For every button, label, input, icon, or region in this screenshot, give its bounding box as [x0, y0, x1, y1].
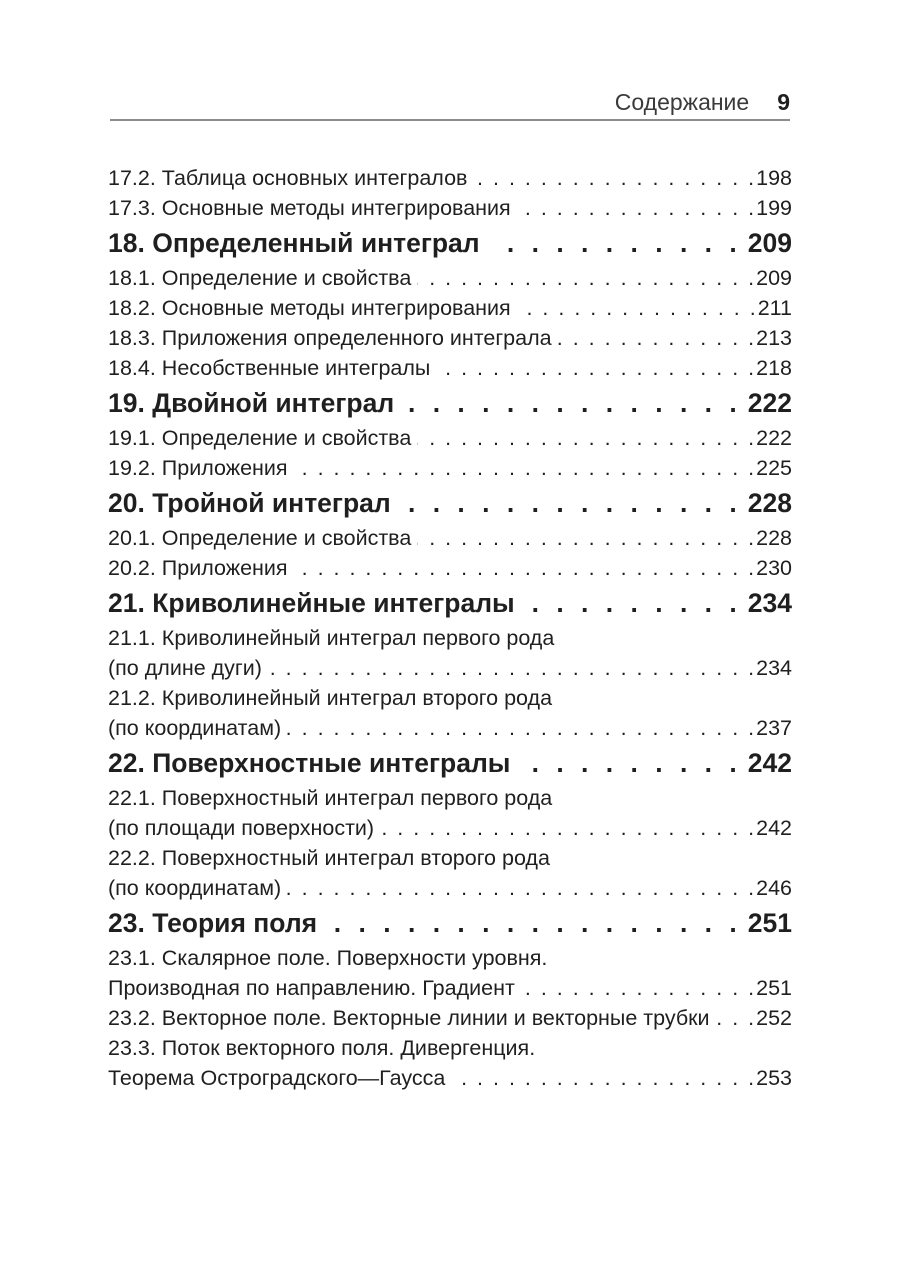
toc-entry-page: 213	[756, 326, 792, 350]
toc-entry-leader	[417, 423, 756, 453]
toc-entry-title: 21.1. Криволинейный интеграл первого рода	[108, 626, 555, 650]
toc-entry-page: 209	[747, 228, 792, 258]
toc-entry-leader	[451, 1063, 756, 1093]
toc-entry-leader	[517, 293, 758, 323]
toc-entry	[108, 583, 792, 623]
toc-entry-title: 21.2. Криволинейный интеграл второго рода	[108, 686, 553, 710]
toc-entry	[108, 353, 792, 383]
toc-entry-leader	[558, 323, 757, 353]
toc-entry	[108, 683, 792, 713]
toc-entry-leader	[525, 583, 742, 623]
toc-entry-leader	[327, 903, 742, 943]
toc-entry-leader	[404, 383, 742, 423]
toc-entry	[108, 1033, 792, 1063]
toc-entry-title: (по координатам)	[108, 716, 282, 740]
toc-entry	[108, 263, 792, 293]
toc-entry-page: 251	[747, 908, 792, 938]
header-rule	[110, 119, 790, 121]
toc-entry-title: (по координатам)	[108, 876, 282, 900]
toc-entry	[108, 323, 792, 353]
header-title: Содержание	[614, 89, 750, 115]
toc-entry-title: 20.1. Определение и свойства	[108, 526, 412, 550]
toc-entry-leader	[517, 193, 756, 223]
toc-entry-page: 230	[756, 556, 792, 580]
toc-entry-title: 23. Теория поля	[108, 908, 318, 938]
toc-entry	[108, 553, 792, 583]
page-header	[110, 88, 790, 116]
toc-entry-page: 222	[747, 388, 792, 418]
toc-entry-page: 234	[747, 588, 792, 618]
toc-entry-page: 253	[756, 1066, 792, 1090]
toc-entry-page: 198	[756, 166, 792, 190]
toc-entry-title: 17.2. Таблица основных интегралов	[108, 166, 468, 190]
toc-entry	[108, 943, 792, 973]
toc-entry-page: 251	[756, 976, 792, 1000]
toc-entry	[108, 483, 792, 523]
toc-entry	[108, 713, 792, 743]
toc-entry	[108, 973, 792, 1003]
toc-entry-leader	[294, 453, 757, 483]
toc-entry	[108, 653, 792, 683]
toc-entry-page: 222	[756, 426, 792, 450]
toc-entry-title: 21. Криволинейные интегралы	[108, 588, 515, 618]
toc-entry-title: 22.2. Поверхностный интеграл второго рода	[108, 846, 550, 870]
toc-entry-leader	[520, 743, 741, 783]
toc-entry-title: Производная по направлению. Градиент	[108, 976, 515, 1000]
toc-entry-leader	[436, 353, 756, 383]
toc-entry-leader	[287, 713, 756, 743]
toc-entry-leader	[380, 813, 756, 843]
toc-entry	[108, 873, 792, 903]
toc-entry-title: 18.2. Основные методы интегрирования	[108, 296, 511, 320]
toc-entry-leader	[490, 223, 742, 263]
toc-entry	[108, 523, 792, 553]
toc-entry	[108, 1063, 792, 1093]
toc-entry-title: 18. Определенный интеграл	[108, 228, 480, 258]
toc-entry-page: 242	[747, 748, 792, 778]
toc-entry	[108, 783, 792, 813]
toc-entry-page: 225	[756, 456, 792, 480]
toc-entry-title: 18.3. Приложения определенного интеграла	[108, 326, 552, 350]
toc-entry-leader	[417, 263, 756, 293]
toc-entry-page: 237	[756, 716, 792, 740]
toc-entry	[108, 163, 792, 193]
toc-entry-title: 19.1. Определение и свойства	[108, 426, 412, 450]
toc-entry	[108, 423, 792, 453]
toc-entry	[108, 843, 792, 873]
toc-entry-title: 18.1. Определение и свойства	[108, 266, 412, 290]
toc-entry-title: 17.3. Основные методы интегрирования	[108, 196, 511, 220]
toc-entry-leader	[401, 483, 742, 523]
toc-entry-title: 19. Двойной интеграл	[108, 388, 395, 418]
toc-entry-page: 234	[756, 656, 792, 680]
toc-entry-title: 23.2. Векторное поле. Векторные линии и векторные трубки	[108, 1006, 710, 1030]
toc-entry-page: 218	[756, 356, 792, 380]
toc-entry-title: 23.3. Поток векторного поля. Дивергенция.	[108, 1036, 536, 1060]
toc-entry-title: 22. Поверхностные интегралы	[108, 748, 511, 778]
toc-entry	[108, 223, 792, 263]
toc-entry	[108, 193, 792, 223]
toc-entry-leader	[521, 973, 756, 1003]
header-page-number: 9	[777, 89, 790, 115]
toc-entry-title: 23.1. Скалярное поле. Поверхности уровня.	[108, 946, 548, 970]
toc-entry-leader	[473, 163, 756, 193]
toc-entry-title: (по длине дуги)	[108, 656, 262, 680]
toc-entry-page: 228	[756, 526, 792, 550]
toc-entry-leader	[716, 1003, 757, 1033]
toc-entry	[108, 293, 792, 323]
toc-entry-title: 18.4. Несобственные интегралы	[108, 356, 431, 380]
toc-entry-title: (по площади поверхности)	[108, 816, 375, 840]
toc-entry-page: 209	[756, 266, 792, 290]
toc-entry-page: 199	[756, 196, 792, 220]
toc-entry	[108, 903, 792, 943]
toc-entry-page: 252	[756, 1006, 792, 1030]
toc-entry	[108, 813, 792, 843]
toc-list	[108, 163, 792, 1093]
toc-entry	[108, 623, 792, 653]
toc-entry-leader	[268, 653, 756, 683]
toc-entry-leader	[294, 553, 757, 583]
toc-entry-page: 242	[756, 816, 792, 840]
toc-entry-page: 211	[757, 296, 792, 320]
toc-entry	[108, 453, 792, 483]
toc-entry-title: 20. Тройной интеграл	[108, 488, 391, 518]
toc-entry-page: 246	[756, 876, 792, 900]
toc-entry-title: Теорема Остроградского—Гаусса	[108, 1066, 446, 1090]
toc-entry	[108, 383, 792, 423]
toc-entry-page: 228	[747, 488, 792, 518]
toc-entry-leader	[287, 873, 756, 903]
toc-entry-leader	[417, 523, 756, 553]
toc-entry-title: 20.2. Приложения	[108, 556, 288, 580]
toc-entry-title: 22.1. Поверхностный интеграл первого рода	[108, 786, 553, 810]
toc-entry	[108, 743, 792, 783]
book-page	[0, 88, 900, 1288]
toc-entry	[108, 1003, 792, 1033]
toc-entry-title: 19.2. Приложения	[108, 456, 288, 480]
